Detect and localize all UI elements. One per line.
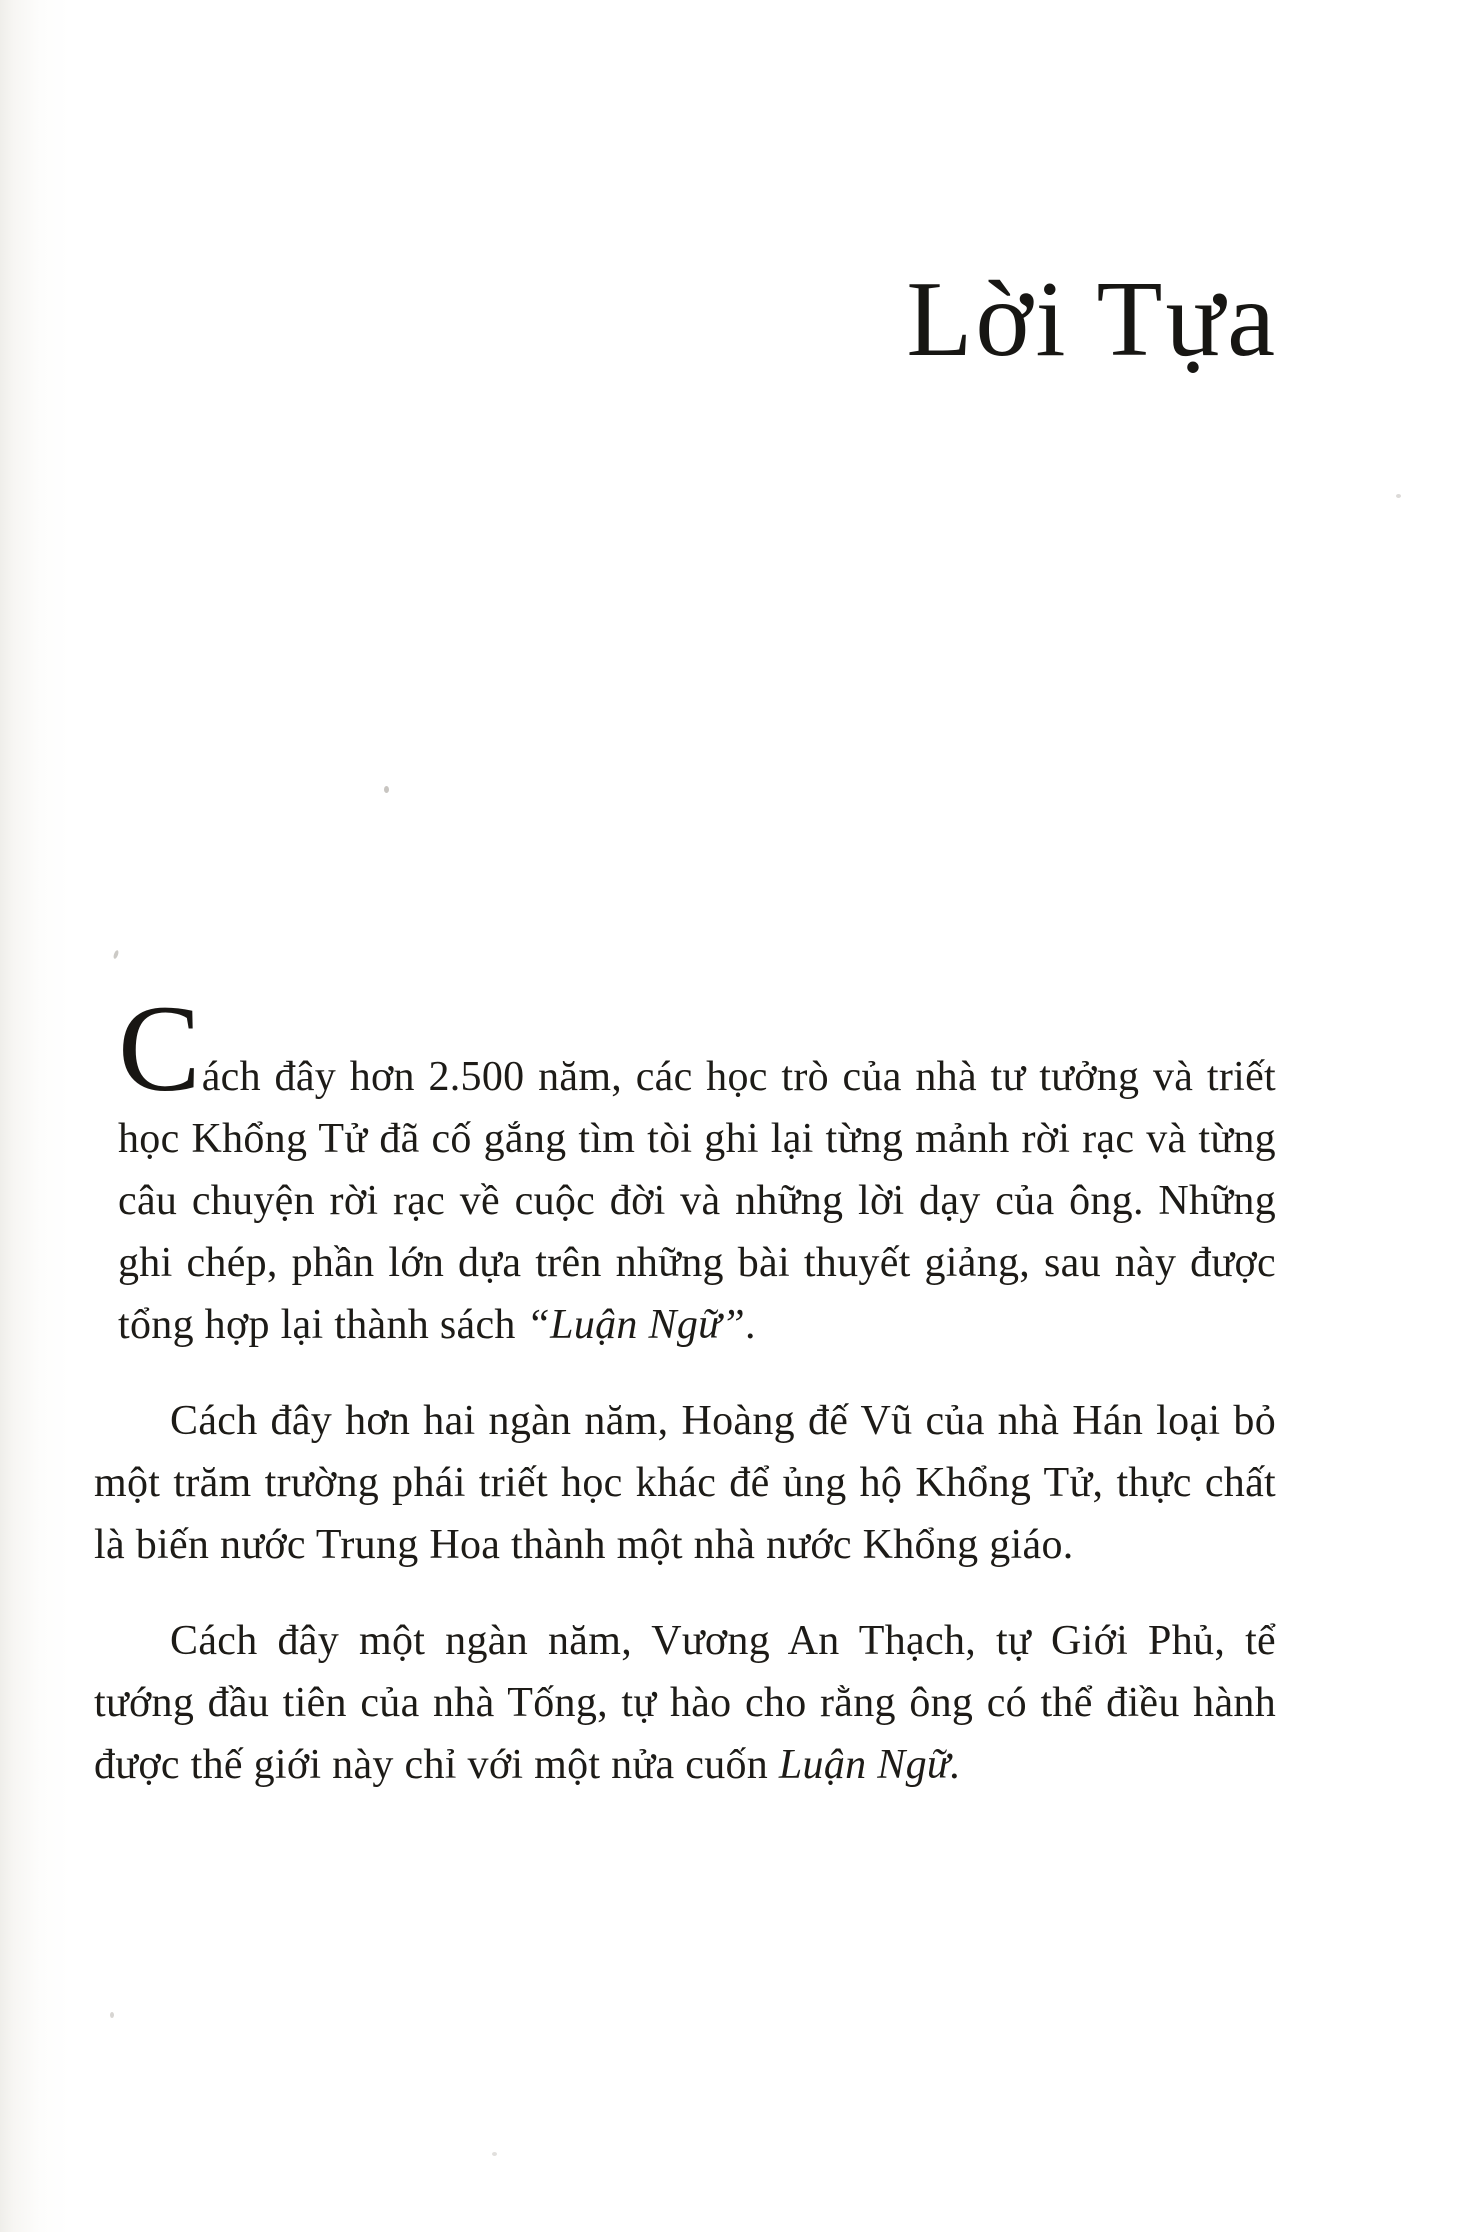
paragraph-1-text: ách đây hơn 2.500 năm, các học trò của nhà tư tưởng và triết học Khổng Tử đã cố gắng tìm tòi ghi lại từng mảnh rời rạc và từng câu chuyện rời rạc về cuộc đời và những lời dạy của ông. Những ghi chép, phần lớn dựa trên những bài thuyết giảng, sau này được tổng hợp lại thành sách	[118, 1054, 1276, 1348]
page-title: Lời Tựa	[906, 260, 1278, 379]
paragraph-1-period: .	[745, 1302, 756, 1348]
scan-speck	[110, 2012, 114, 2018]
paragraph-1	[94, 980, 1276, 1356]
paragraph-3-text: Cách đây một ngàn năm, Vương An Thạch, tự Giới Phủ, tể tướng đầu tiên của nhà Tống, tự hào cho rằng ông có thể điều hành được thế giới này chỉ với một nửa cuốn	[94, 1618, 1276, 1788]
scan-speck	[384, 786, 389, 793]
book-title-reference: “Luận Ngữ”	[526, 1302, 745, 1348]
scan-speck	[113, 950, 120, 960]
paragraph-2: Cách đây hơn hai ngàn năm, Hoàng đế Vũ của nhà Hán loại bỏ một trăm trường phái triết học khác để ủng hộ Khổng Tử, thực chất là biến nước Trung Hoa thành một nhà nước Khổng giáo.	[94, 1398, 1276, 1568]
raised-initial-letter: C	[118, 980, 202, 1117]
scan-speck	[492, 2152, 497, 2156]
text-block	[94, 980, 1276, 1830]
scan-speck	[1396, 494, 1401, 498]
book-title-reference-2: Luận Ngữ.	[778, 1742, 961, 1788]
paragraph-3	[94, 1610, 1276, 1796]
